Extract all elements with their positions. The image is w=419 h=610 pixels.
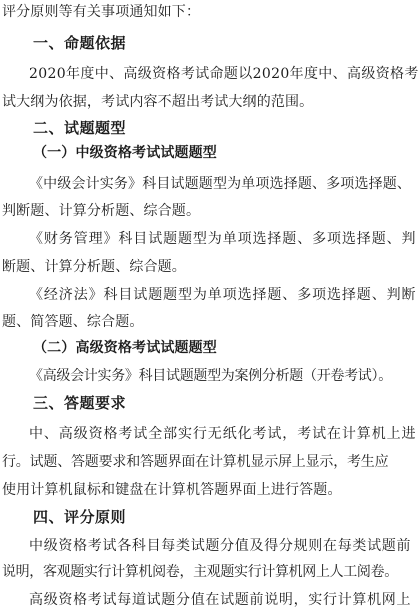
section4-para2-line: 高级资格考试每道试题分值在试题前说明，实行计算机网上 [29,592,412,608]
section4-para1-line: 中级资格考试各科目每类试题分值及得分规则在每类试题前 [29,538,412,554]
sub1-heading: （一）中级资格考试试题题型 [33,145,217,161]
section3-para-line: 中、高级资格考试全部实行无纸化考试，考试在计算机上进 [29,426,417,442]
section1-heading: 一、命题依据 [33,34,127,52]
section3-para-line: 使用计算机鼠标和键盘在计算机答题界面上进行答题。 [2,482,342,498]
law-line: 题、简答题、综合题。 [2,314,144,330]
section1-para-line: 试大纲为依据，考试内容不超出考试大纲的范围。 [2,94,314,110]
section3-heading: 三、答题要求 [33,394,127,412]
accounting-line: 判断题、计算分析题、综合题。 [2,203,201,219]
section4-para1-line: 说明，客观题实行计算机阅卷，主观题实行计算机网上人工阅卷。 [2,564,398,580]
law-line: 《经济法》科目试题题型为单项选择题、多项选择题、判断 [29,287,417,303]
finance-line: 断题、计算分析题、综合题。 [2,259,186,275]
accounting-line: 《中级会计实务》科目试题题型为单项选择题、多项选择题、 [29,176,412,192]
section2-heading: 二、试题题型 [33,119,127,137]
sub2-heading: （二）高级资格考试试题题型 [33,340,217,356]
intro-line: 评分原则等有关事项通知如下： [2,4,201,20]
finance-line: 《财务管理》科目试题题型为单项选择题、多项选择题、判 [29,231,417,247]
section1-para-line: 2020年度中、高级资格考试命题以2020年度中、高级资格考 [29,66,419,82]
section3-para-line: 行。试题、答题要求和答题界面在计算机显示屏上显示，考生应 [2,454,389,470]
sub2-para: 《高级会计实务》科目试题题型为案例分析题（开卷考试）。 [29,368,392,384]
section4-heading: 四、评分原则 [33,508,127,526]
